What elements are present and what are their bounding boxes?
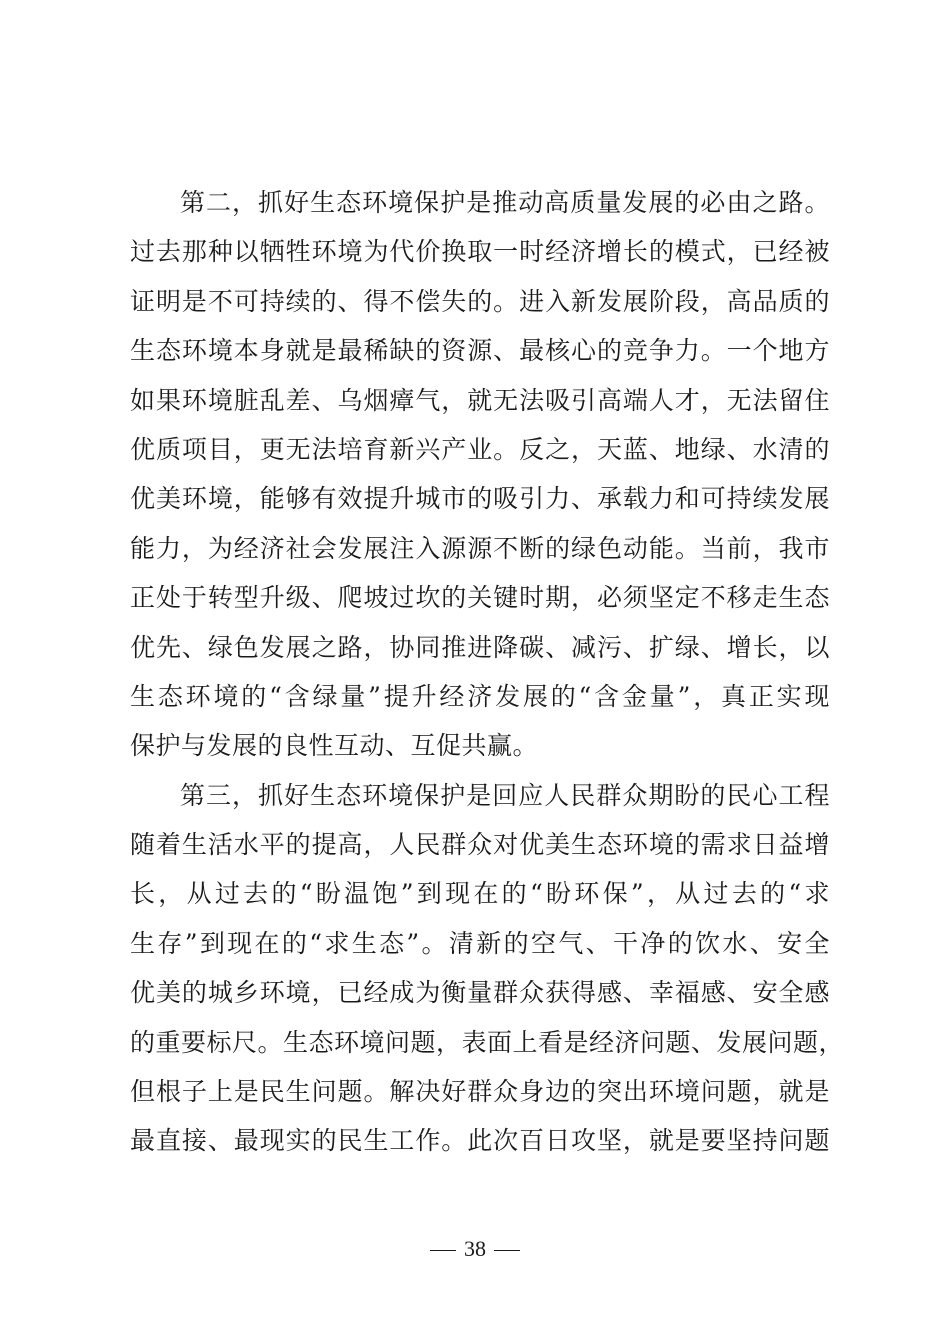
footer-dash-left bbox=[430, 1250, 456, 1251]
paragraph-line: 如果环境脏乱差、乌烟瘴气，就无法吸引高端人才，无法留住 bbox=[130, 385, 830, 415]
paragraph-line: 优先、绿色发展之路，协同推进降碳、减污、扩绿、增长，以 bbox=[130, 632, 830, 662]
page-number: 38 bbox=[464, 1236, 486, 1261]
paragraph-line: 优美的城乡环境，已经成为衡量群众获得感、幸福感、安全感 bbox=[130, 978, 830, 1008]
paragraph-line: 第二，抓好生态环境保护是推动高质量发展的必由之路。 bbox=[180, 188, 830, 217]
page-footer bbox=[0, 1236, 950, 1262]
body-text bbox=[130, 178, 845, 1166]
footer-dash-right bbox=[494, 1250, 520, 1251]
paragraph-line: 优美环境，能够有效提升城市的吸引力、承载力和可持续发展 bbox=[130, 484, 830, 514]
paragraph-line: 长，从过去的“盼温饱”到现在的“盼环保”，从过去的“求 bbox=[130, 879, 830, 909]
paragraph-line: 生态环境的“含绿量”提升经济发展的“含金量”，真正实现 bbox=[130, 681, 830, 711]
paragraph-line: 正处于转型升级、爬坡过坎的关键时期，必须坚定不移走生态 bbox=[130, 583, 830, 613]
paragraph-line: 优质项目，更无法培育新兴产业。反之，天蓝、地绿、水清的 bbox=[130, 434, 830, 464]
paragraph-line: 第三，抓好生态环境保护是回应人民群众期盼的民心工程 bbox=[180, 780, 830, 810]
paragraph-line: 最直接、最现实的民生工作。此次百日攻坚，就是要坚持问题 bbox=[130, 1126, 830, 1156]
paragraph-line: 证明是不可持续的、得不偿失的。进入新发展阶段，高品质的 bbox=[130, 286, 830, 316]
paragraph-line: 随着生活水平的提高，人民群众对优美生态环境的需求日益增 bbox=[130, 830, 830, 860]
paragraph-line: 生存”到现在的“求生态”。清新的空气、干净的饮水、安全 bbox=[130, 928, 830, 958]
paragraph-line: 能力，为经济社会发展注入源源不断的绿色动能。当前，我市 bbox=[130, 533, 830, 563]
paragraph-line: 过去那种以牺牲环境为代价换取一时经济增长的模式，已经被 bbox=[130, 237, 830, 267]
paragraph-line: 保护与发展的良性互动、互促共赢。 bbox=[130, 731, 539, 761]
paragraph-line: 生态环境本身就是最稀缺的资源、最核心的竞争力。一个地方 bbox=[130, 336, 830, 366]
paragraph-line: 但根子上是民生问题。解决好群众身边的突出环境问题，就是 bbox=[130, 1077, 830, 1107]
paragraph-line: 的重要标尺。生态环境问题，表面上看是经济问题、发展问题， bbox=[130, 1027, 845, 1057]
